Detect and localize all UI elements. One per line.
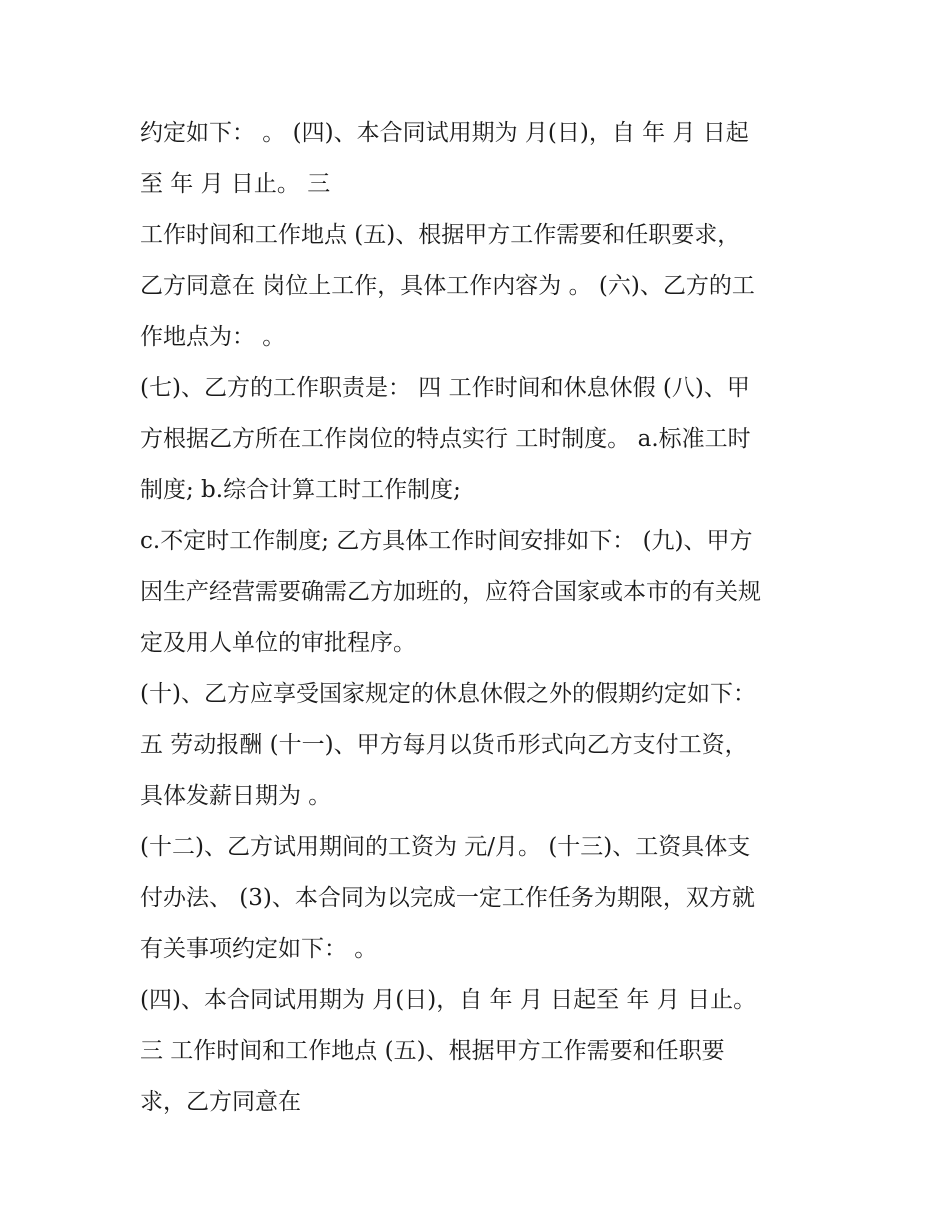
text-line: 约定如下： 。 (四)、本合同试用期为 月(日)，自 年 月 日起 — [140, 120, 749, 146]
text-line: 定及用人单位的审批程序。 — [140, 630, 416, 656]
text-line: 工作时间和工作地点 (五)、根据甲方工作需要和任职要求， — [140, 222, 741, 248]
text-line: 具体发薪日期为 。 — [140, 783, 332, 809]
text-line: (十)、乙方应享受国家规定的休息休假之外的假期约定如下： — [140, 681, 756, 707]
text-line: 付办法、 (3)、本合同为以完成一定工作任务为期限，双方就 — [140, 885, 755, 911]
text-line: 因生产经营需要确需乙方加班的，应符合国家或本市的有关规 — [140, 579, 761, 605]
text-line: 作地点为： 。 — [140, 324, 286, 350]
text-line: 五 劳动报酬 (十一)、甲方每月以货币形式向乙方支付工资， — [140, 732, 748, 758]
text-line: (四)、本合同试用期为 月(日)，自 年 月 日起至 年 月 日止。 — [140, 987, 757, 1013]
text-line: (七)、乙方的工作职责是： 四 工作时间和休息休假 (八)、甲 — [140, 375, 750, 401]
text-line: 有关事项约定如下： 。 — [140, 936, 378, 962]
text-line: 至 年 月 日止。 三 — [140, 171, 331, 197]
text-line: c.不定时工作制度; 乙方具体工作时间安排如下： (九)、甲方 — [140, 528, 753, 554]
text-line: (十二)、乙方试用期间的工资为 元/月。 (十三)、工资具体支 — [140, 834, 751, 860]
text-line: 三 工作时间和工作地点 (五)、根据甲方工作需要和任职要 — [140, 1038, 725, 1064]
document-body — [140, 108, 830, 1128]
text-line: 求，乙方同意在 — [140, 1089, 301, 1115]
text-line: 乙方同意在 岗位上工作，具体工作内容为 。 (六)、乙方的工 — [140, 273, 755, 299]
text-line: 方根据乙方所在工作岗位的特点实行 工时制度。 a.标准工时 — [140, 426, 751, 452]
text-line: 制度; b.综合计算工时工作制度; — [140, 477, 461, 503]
